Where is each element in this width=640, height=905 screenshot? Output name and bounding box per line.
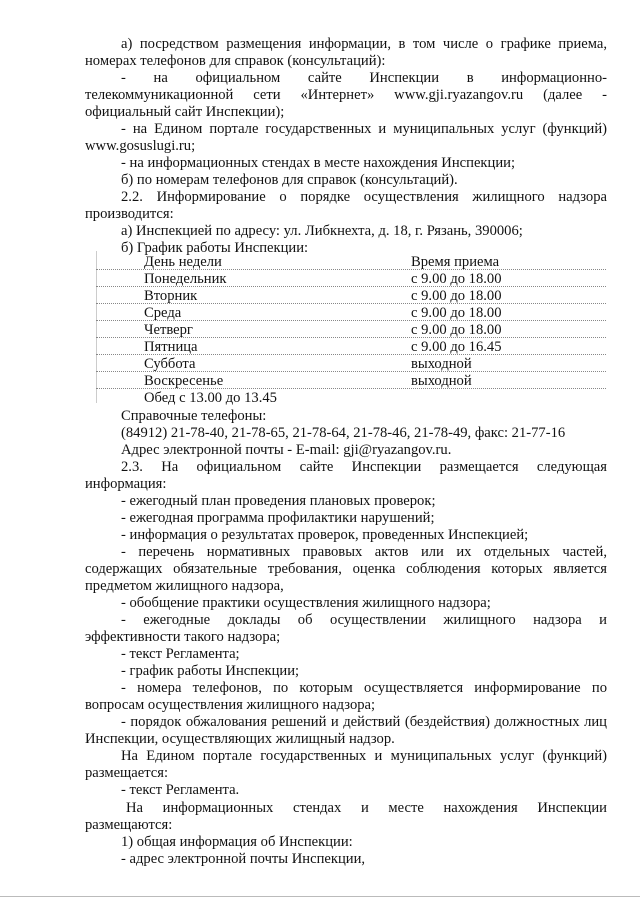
text-line: www.gosuslugi.ru; (85, 138, 196, 154)
schedule-day: Воскресенье (144, 373, 224, 389)
schedule-row (0, 356, 640, 373)
text-line: - обобщение практики осуществления жилищного надзора; (121, 595, 491, 611)
schedule-row (0, 305, 640, 322)
text-line: размещается: (85, 765, 169, 781)
schedule-time: с 9.00 до 18.00 (411, 305, 502, 321)
text-line: - ежегодная программа профилактики нарушений; (121, 510, 435, 526)
page-bottom-rule (0, 896, 640, 897)
schedule-row (0, 271, 640, 288)
schedule-time: с 9.00 до 16.45 (411, 339, 502, 355)
text-line: а) Инспекцией по адресу: ул. Либкнехта, д. 18, г. Рязань, 390006; (121, 223, 523, 239)
text-line: На информационных стендах и месте нахождения Инспекции (126, 800, 607, 816)
text-line: - номера телефонов, по которым осуществляется информирование по (121, 680, 607, 696)
text-line: 2.2. Информирование о порядке осуществления жилищного надзора (121, 189, 607, 205)
schedule-day: Понедельник (144, 271, 227, 287)
text-line: - порядок обжалования решений и действий (бездействия) должностных лиц (121, 714, 607, 730)
text-line: номерах телефонов для справок (консультаций): (85, 53, 386, 69)
text-line: 2.3. На официальном сайте Инспекции размещается следующая (121, 459, 607, 475)
text-line: вопросам осуществления жилищного надзора; (85, 697, 376, 713)
text-line: официальный сайт Инспекции); (85, 104, 285, 120)
text-line: содержащих обязательные требования, оценка соблюдения которых является (85, 561, 607, 577)
text-line: 1) общая информация об Инспекции: (121, 834, 353, 850)
text-line: Инспекции, осуществляющих жилищный надзор. (85, 731, 395, 747)
text-line: эффективности такого надзора; (85, 629, 281, 645)
text-line: На Едином портале государственных и муниципальных услуг (функций) (121, 748, 607, 764)
schedule-row (0, 322, 640, 339)
text-line: Справочные телефоны: (121, 408, 267, 424)
text-line: размещаются: (85, 817, 173, 833)
text-line: - на официальном сайте Инспекции в информационно- (121, 70, 607, 86)
schedule-time: с 9.00 до 18.00 (411, 288, 502, 304)
schedule-day: Суббота (144, 356, 196, 372)
schedule-row (0, 339, 640, 356)
schedule-header-row (0, 254, 640, 271)
text-line: предметом жилищного надзора, (85, 578, 284, 594)
text-line: - текст Регламента; (121, 646, 240, 662)
schedule-day: Среда (144, 305, 182, 321)
text-line: б) График работы Инспекции: (121, 240, 309, 256)
text-line: Адрес электронной почты - E-mail: gji@ryazangov.ru. (121, 442, 452, 458)
schedule-row (0, 288, 640, 305)
schedule-day: Четверг (144, 322, 193, 338)
text-line: а) посредством размещения информации, в том числе о графике приема, (121, 36, 607, 52)
schedule-lunch: Обед с 13.00 до 13.45 (144, 390, 277, 406)
text-line: производится: (85, 206, 174, 222)
schedule-time: выходной (411, 373, 472, 389)
text-line: б) по номерам телефонов для справок (консультаций). (121, 172, 458, 188)
text-line: - график работы Инспекции; (121, 663, 300, 679)
schedule-header-day: День недели (144, 254, 222, 270)
text-line: - информация о результатах проверок, проведенных Инспекцией; (121, 527, 529, 543)
schedule-row (0, 373, 640, 390)
text-line: - на Едином портале государственных и муниципальных услуг (функций) (121, 121, 607, 137)
schedule-day: Пятница (144, 339, 198, 355)
text-line: - текст Регламента. (121, 782, 240, 798)
text-line: - на информационных стендах в месте нахождения Инспекции; (121, 155, 515, 171)
text-line: - ежегодный план проведения плановых проверок; (121, 493, 436, 509)
text-line: - ежегодные доклады об осуществлении жилищного надзора и (121, 612, 607, 628)
schedule-time: с 9.00 до 18.00 (411, 271, 502, 287)
text-line: - перечень нормативных правовых актов или их отдельных частей, (121, 544, 607, 560)
text-line: - адрес электронной почты Инспекции, (121, 851, 366, 867)
schedule-time: с 9.00 до 18.00 (411, 322, 502, 338)
text-line: телекоммуникационной сети «Интернет» www.gji.ryazangov.ru (далее - (85, 87, 607, 103)
text-line: информация: (85, 476, 167, 492)
schedule-day: Вторник (144, 288, 198, 304)
text-line: (84912) 21-78-40, 21-78-65, 21-78-64, 21-78-46, 21-78-49, факс: 21-77-16 (121, 425, 566, 441)
schedule-time: выходной (411, 356, 472, 372)
schedule-header-time: Время приема (411, 254, 500, 270)
